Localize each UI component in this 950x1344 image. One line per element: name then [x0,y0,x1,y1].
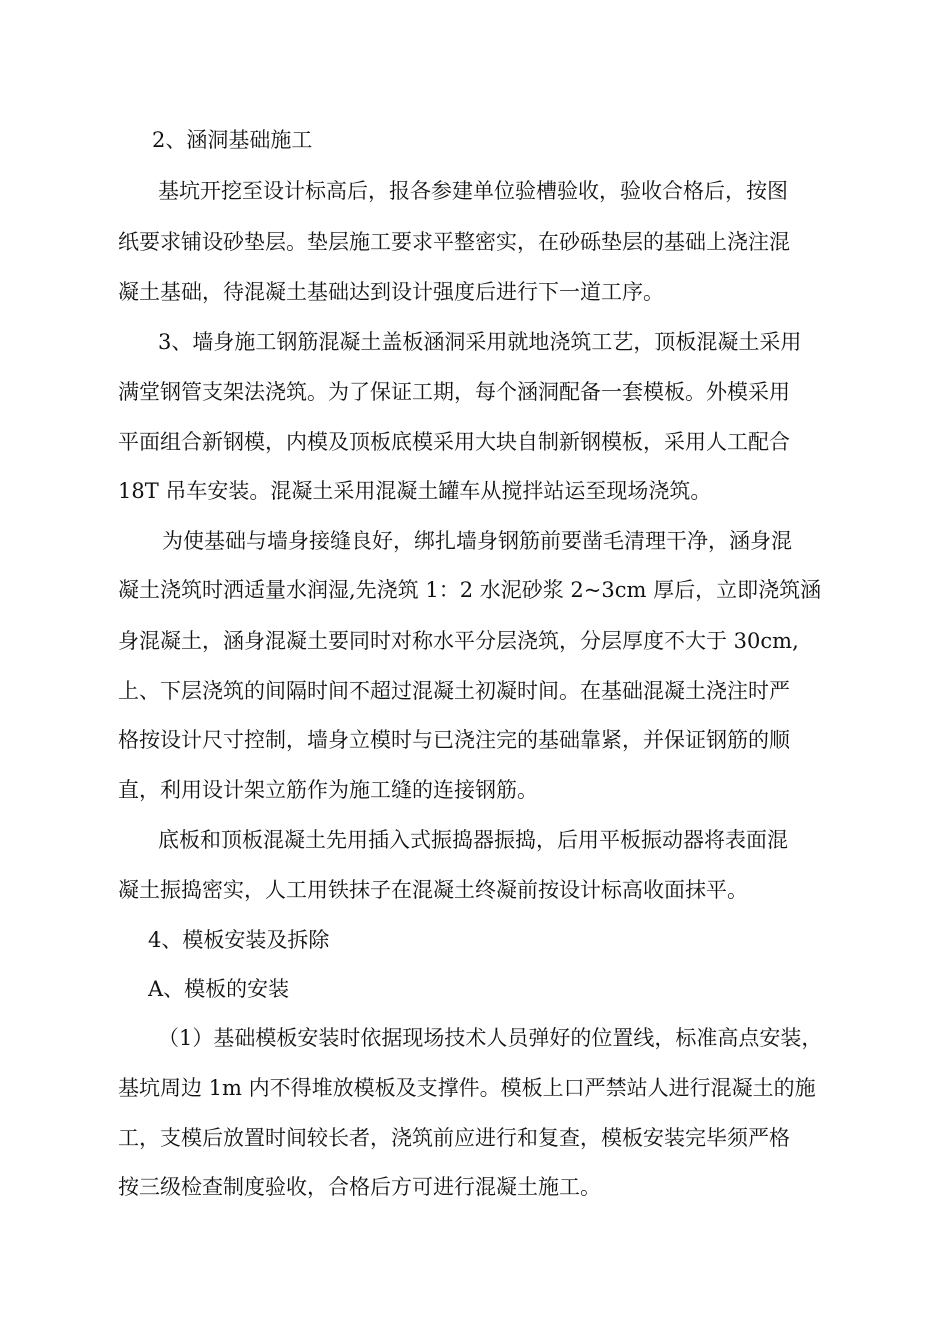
section-heading-culvert-foundation: 2、涵洞基础施工 [152,128,313,152]
paragraph-line: 直，利用设计架立筋作为施工缝的连接钢筋。 [118,778,538,802]
paragraph-line: 满堂钢管支架法浇筑。为了保证工期，每个涵洞配备一套模板。外模采用 [118,380,790,404]
paragraph-line: 上、下层浇筑的间隔时间不超过混凝土初凝时间。在基础混凝土浇注时严 [118,679,790,703]
section-heading-formwork: 4、模板安装及拆除 [148,928,330,952]
paragraph-line: 基坑开挖至设计标高后，报各参建单位验槽验收，验收合格后，按图 [158,179,788,203]
paragraph-line: 为使基础与墙身接缝良好，绑扎墙身钢筋前要凿毛清理干净，涵身混 [162,529,792,553]
paragraph-line: 工，支模后放置时间较长者，浇筑前应进行和复查，模板安装完毕须严格 [118,1126,790,1150]
paragraph-line: 18T 吊车安装。混凝土采用混凝土罐车从搅拌站运至现场浇筑。 [118,479,712,503]
paragraph-line: 平面组合新钢模，内模及顶板底模采用大块自制新钢模板，采用人工配合 [118,430,790,454]
paragraph-line: 3、墙身施工钢筋混凝土盖板涵洞采用就地浇筑工艺，顶板混凝土采用 [158,330,802,354]
paragraph-line: 身混凝土，涵身混凝土要同时对称水平分层浇筑，分层厚度不大于 30cm, [118,629,799,653]
subsection-heading-formwork-installation: A、模板的安装 [148,977,290,1001]
paragraph-line: 纸要求铺设砂垫层。垫层施工要求平整密实，在砂砾垫层的基础上浇注混 [118,230,790,254]
paragraph-line: （1）基础模板安装时依据现场技术人员弹好的位置线，标准高点安装， [158,1026,823,1050]
paragraph-line: 基坑周边 1m 内不得堆放模板及支撑件。模板上口严禁站人进行混凝土的施 [118,1076,816,1100]
paragraph-line: 格按设计尺寸控制，墙身立模时与已浇注完的基础靠紧，并保证钢筋的顺 [118,728,790,752]
paragraph-line: 凝土振捣密实，人工用铁抹子在混凝土终凝前按设计标高收面抹平。 [118,878,748,902]
paragraph-line: 凝土浇筑时洒适量水润湿,先浇筑 1：2 水泥砂浆 2~3cm 厚后，立即浇筑涵 [118,578,822,602]
paragraph-line: 按三级检查制度验收，合格后方可进行混凝土施工。 [118,1175,601,1199]
paragraph-line: 底板和顶板混凝土先用插入式振捣器振捣，后用平板振动器将表面混 [158,828,788,852]
paragraph-line: 凝土基础，待混凝土基础达到设计强度后进行下一道工序。 [118,280,664,304]
